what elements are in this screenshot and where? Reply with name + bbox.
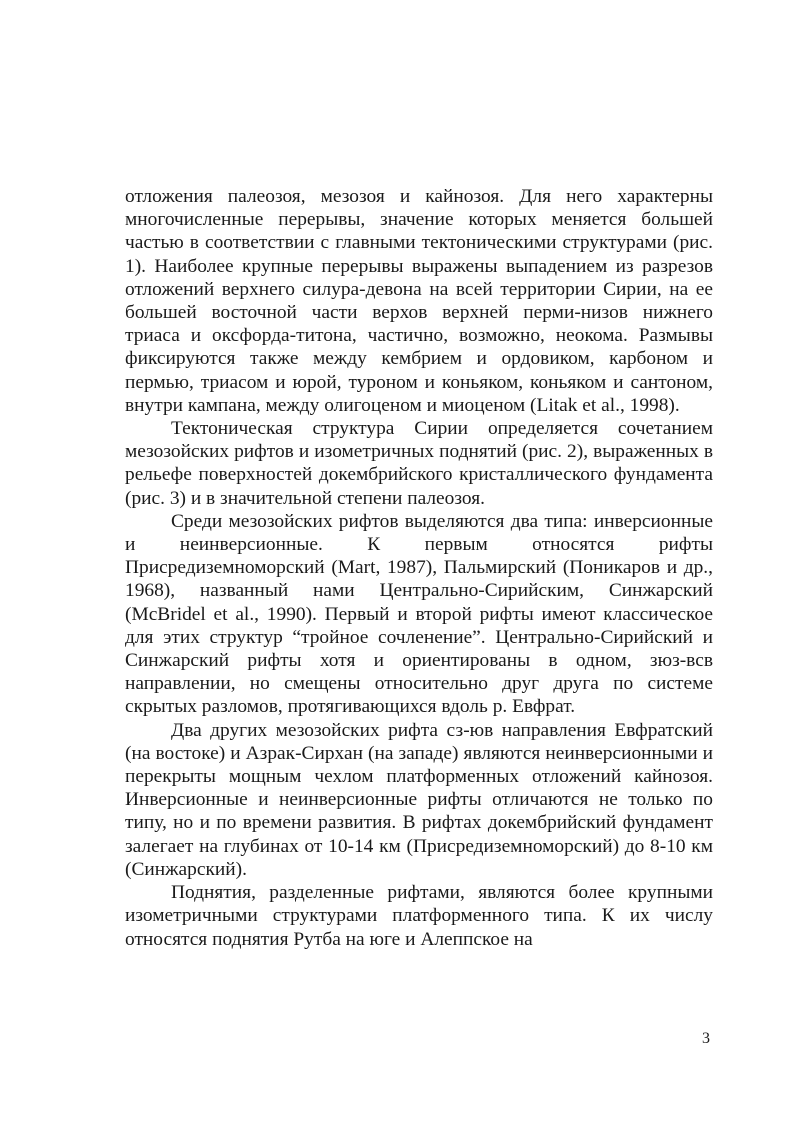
paragraph-uplifts: Поднятия, разделенные рифтами, являются более крупными изометричными структурами платформенного типа. К их числу относятся поднятия Рутба на юге и Алеппское на	[125, 882, 713, 950]
page-number: 3	[702, 1030, 710, 1047]
body-text	[125, 185, 713, 951]
paragraph-mesozoic-rifts: Среди мезозойских рифтов выделяются два типа: инверсионные и неинверсионные. К первым относятся рифты Присредиземноморский (Mart, 1987), Пальмирский (Поникаров и др., 1968), названный нами Центрально-Сирийским, Синжарский (McBridel et al., 1990). Первый и второй рифты имеют классическое для этих структур “тройное сочленение”. Центрально-Сирийский и Синжарский рифты хотя и ориентированы в одном, зюз-всв направлении, но смещены относительно друг друга по системе скрытых разломов, протягивающихся вдоль р. Евфрат.	[125, 510, 713, 718]
paragraph-other-rifts: Два других мезозойских рифта сз-юв направления Евфратский (на востоке) и Азрак-Сирхан (на западе) являются неинверсионными и перекрыты мощным чехлом платформенных отложений кайнозоя. Инверсионные и неинверсионные рифты отличаются не только по типу, но и по времени развития. В рифтах докембрийский фундамент залегает на глубинах от 10-14 км (Присредиземноморский) до 8-10 км (Синжарский).	[125, 719, 713, 880]
paragraph-continuation: отложения палеозоя, мезозоя и кайнозоя. Для него характерны многочисленные перерывы, значение которых меняется большей частью в соответствии с главными тектоническими структурами (рис. 1). Наиболее крупные перерывы выражены выпадением из разрезов отложений верхнего силура-девона на всей территории Сирии, на ее большей восточной части верхов верхней перми-низов нижнего триаса и оксфорда-титона, частично, возможно, неокома. Размывы фиксируются также между кембрием и ордовиком, карбоном и пермью, триасом и юрой, туроном и коньяком, коньяком и сантоном, внутри кампана, между олигоценом и миоценом (Litak et al., 1998).	[125, 186, 713, 416]
paragraph-tectonic-structure: Тектоническая структура Сирии определяется сочетанием мезозойских рифтов и изометричных поднятий (рис. 2), выраженных в рельефе поверхностей докембрийского кристаллического фундамента (рис. 3) и в значительной степени палеозоя.	[125, 418, 713, 509]
